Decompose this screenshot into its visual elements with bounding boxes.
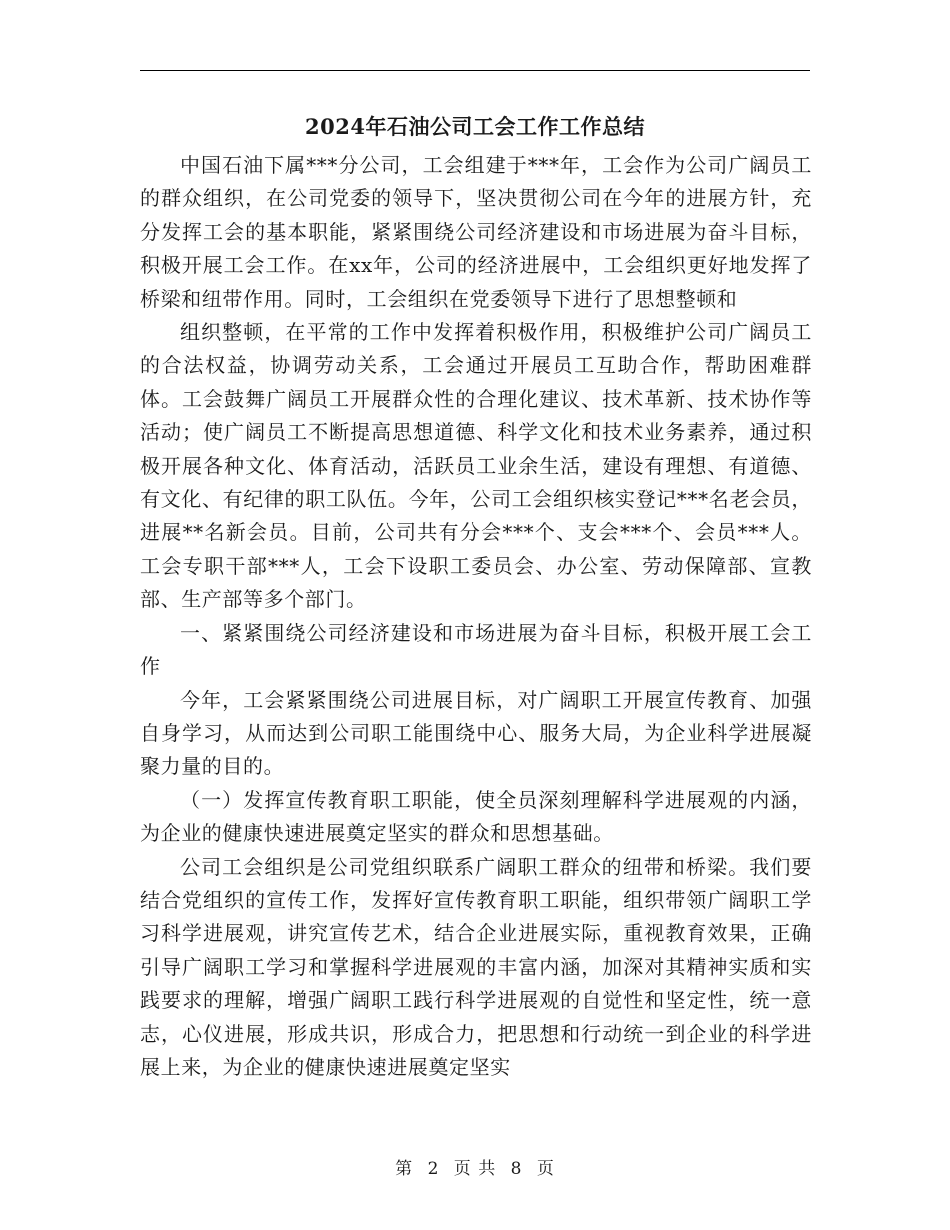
- footer-suffix: 页: [536, 1159, 555, 1179]
- section-heading: 一、紧紧围绕公司经济建设和市场进展为奋斗目标，积极开展工会工作: [140, 620, 812, 679]
- paragraph: 今年，工会紧紧围绕公司进展目标，对广阔职工开展宣传教育、加强自身学习，从而达到公司职工能围绕中心、服务大局，为企业科学进展凝聚力量的目的。: [140, 687, 812, 779]
- footer-middle: 页 共: [453, 1159, 497, 1179]
- page-number: 2: [427, 1159, 440, 1179]
- document-body: [140, 149, 812, 1084]
- total-pages: 8: [510, 1159, 523, 1179]
- paragraph: 中国石油下属***分公司，工会组建于***年，工会作为公司广阔员工的群众组织，在公司党委的领导下，坚决贯彻公司在今年的进展方针，充分发挥工会的基本职能，紧紧围绕公司经济建设和市场进展为奋斗目标，积极开展工会工作。在xx年，公司的经济进展中，工会组织更好地发挥了桥梁和纽带作用。同时，工会组织在党委领导下进行了思想整顿和: [140, 153, 812, 311]
- footer-prefix: 第: [395, 1159, 414, 1179]
- page-footer: [140, 1154, 810, 1179]
- header-rule: [140, 70, 810, 71]
- paragraph: 公司工会组织是公司党组织联系广阔职工群众的纽带和桥梁。我们要结合党组织的宣传工作，发挥好宣传教育职工职能，组织带领广阔职工学习科学进展观，讲究宣传艺术，结合企业进展实际，重视教育效果，正确引导广阔职工学习和掌握科学进展观的丰富内涵，加深对其精神实质和实践要求的理解，增强广阔职工践行科学进展观的自觉性和坚定性，统一意志，心仪进展，形成共识，形成合力，把思想和行动统一到企业的科学进展上来，为企业的健康快速进展奠定坚实: [140, 854, 812, 1079]
- subsection-heading: （一）发挥宣传教育职工职能，使全员深刻理解科学进展观的内涵，为企业的健康快速进展奠定坚实的群众和思想基础。: [140, 787, 812, 846]
- paragraph: 组织整顿，在平常的工作中发挥着积极作用，积极维护公司广阔员工的合法权益，协调劳动关系，工会通过开展员工互助合作，帮助困难群体。工会鼓舞广阔员工开展群众性的合理化建议、技术革新、技术协作等活动；使广阔员工不断提高思想道德、科学文化和技术业务素养，通过积极开展各种文化、体育活动，活跃员工业余生活，建设有理想、有道德、有文化、有纪律的职工队伍。今年，公司工会组织核实登记***名老会员，进展**名新会员。目前，公司共有分会***个、支会***个、会员***人。工会专职干部***人，工会下设职工委员会、办公室、劳动保障部、宣教部、生产部等多个部门。: [140, 320, 812, 612]
- document-title: 2024年石油公司工会工作工作总结: [305, 114, 645, 139]
